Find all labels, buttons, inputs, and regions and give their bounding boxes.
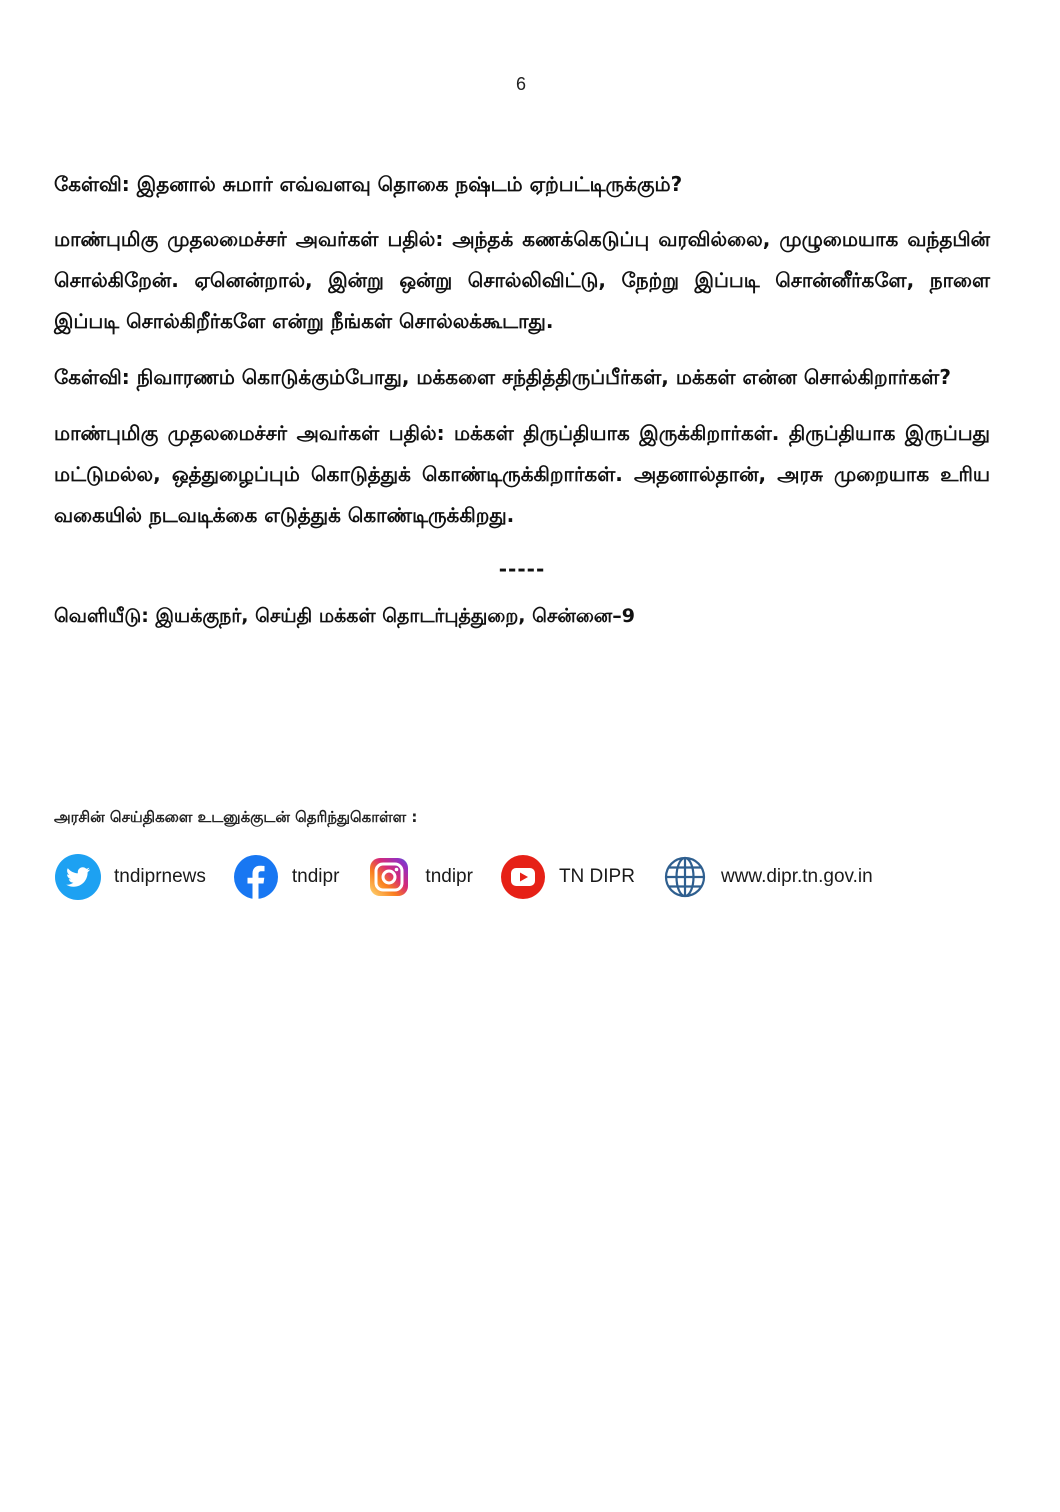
- twitter-icon: [54, 853, 102, 901]
- social-facebook[interactable]: [232, 853, 340, 901]
- follow-text: அரசின் செய்திகளை உடனுக்குடன் தெரிந்துகொள்ள :: [54, 808, 418, 826]
- question-2: கேள்வி: நிவாரணம் கொடுக்கும்போது, மக்களை சந்தித்திருப்பீர்கள், மக்கள் என்ன சொல்கிறார்கள்?: [54, 365, 951, 389]
- facebook-icon: [232, 853, 280, 901]
- social-youtube[interactable]: [499, 853, 635, 901]
- youtube-handle: TN DIPR: [558, 866, 635, 887]
- answer-1: மாண்புமிகு முதலமைச்சர் அவர்கள் பதில்: அந்தக் கணக்கெடுப்பு வரவில்லை, முழுமையாக வந்தபின் சொல்கிறேன். ஏனென்றால், இன்று ஒன்று சொல்லிவிட்டு, நேற்று இப்படி சொன்னீர்களே, நாளை இப்படி சொல்கிறீர்களே என்று நீங்கள் சொல்லக்கூடாது.: [54, 227, 990, 333]
- globe-icon: [661, 853, 709, 901]
- question-1: கேள்வி: இதனால் சுமார் எவ்வளவு தொகை நஷ்டம் ஏற்பட்டிருக்கும்?: [54, 172, 683, 196]
- website-url: www.dipr.tn.gov.in: [720, 866, 873, 887]
- instagram-icon: [365, 853, 413, 901]
- separator: -----: [498, 557, 546, 581]
- twitter-handle: tndiprnews: [114, 866, 206, 887]
- social-links: [54, 852, 1004, 902]
- facebook-handle: tndipr: [291, 866, 340, 887]
- document-body: [54, 164, 990, 631]
- youtube-icon: [499, 853, 547, 901]
- page-number: 6: [515, 74, 526, 94]
- answer-2: மாண்புமிகு முதலமைச்சர் அவர்கள் பதில்: மக்கள் திருப்தியாக இருக்கிறார்கள். திருப்தியாக இருப்பது மட்டுமல்ல, ஒத்துழைப்பும் கொடுத்துக் கொண்டிருக்கிறார்கள். அதனால்தான், அரசு முறையாக உரிய வகையில் நடவடிக்கை எடுத்துக் கொண்டிருக்கிறது.: [54, 421, 990, 527]
- social-website[interactable]: [661, 853, 873, 901]
- instagram-handle: tndipr: [425, 866, 473, 887]
- social-instagram[interactable]: [365, 853, 473, 901]
- social-twitter[interactable]: [54, 853, 206, 901]
- publisher-line: வெளியீடு: இயக்குநர், செய்தி மக்கள் தொடர்புத்துறை, சென்னை–9: [54, 605, 635, 627]
